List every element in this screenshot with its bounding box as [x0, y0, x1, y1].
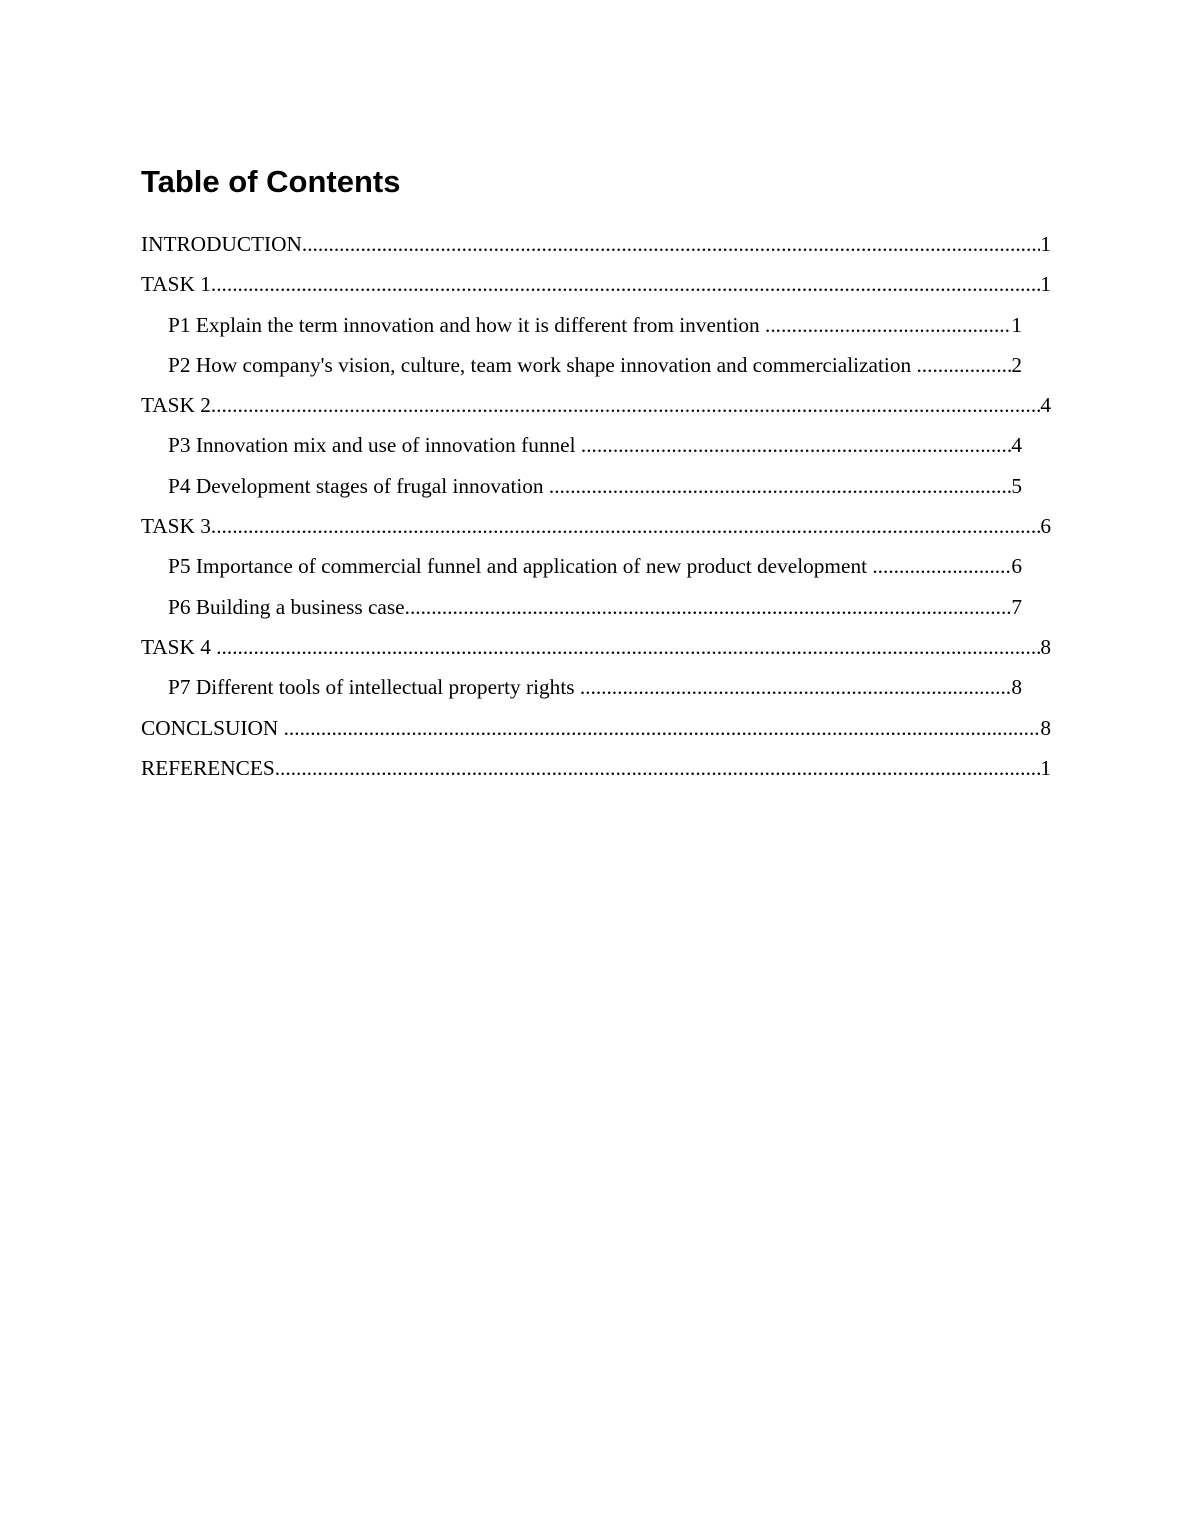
dot-leader	[549, 466, 1011, 506]
toc-entry-task-1[interactable]	[141, 264, 1051, 304]
toc-entry-text: TASK 4	[141, 634, 217, 659]
toc-entry-text: P5 Importance of commercial funnel and application of new product development	[168, 554, 873, 579]
dot-leader	[580, 667, 1011, 707]
toc-page-number: 4	[1040, 393, 1051, 418]
toc-page-number: 6	[1040, 514, 1051, 539]
toc-entry-p5[interactable]	[141, 546, 1022, 586]
dot-leader	[916, 345, 1011, 385]
toc-page-number: 4	[1011, 433, 1022, 458]
toc-entry-text: TASK 1	[141, 272, 211, 297]
toc-page-number: 1	[1040, 755, 1051, 780]
toc-page-number: 1	[1011, 312, 1022, 337]
toc-page-number: 1	[1040, 272, 1051, 297]
dot-leader	[872, 546, 1011, 586]
toc-entry-task-3[interactable]	[141, 506, 1051, 546]
dot-leader	[275, 748, 1041, 788]
toc-entry-references[interactable]	[141, 748, 1051, 788]
toc-page-number: 6	[1011, 554, 1022, 579]
toc-entry-text: P3 Innovation mix and use of innovation funnel	[168, 433, 581, 458]
toc-entry-p3[interactable]	[141, 425, 1022, 465]
toc-entry-text: TASK 2	[141, 393, 211, 418]
toc-entry-text: P6 Building a business case	[168, 594, 405, 619]
toc-entry-text: TASK 3	[141, 514, 211, 539]
toc-entry-text: P2 How company's vision, culture, team work shape innovation and commercialization	[168, 352, 917, 377]
toc-page-number: 2	[1011, 352, 1022, 377]
toc-page-number: 8	[1040, 715, 1051, 740]
dot-leader	[211, 264, 1040, 304]
toc-page-number: 8	[1040, 634, 1051, 659]
toc-entry-p1[interactable]	[141, 305, 1022, 345]
toc-entry-p2[interactable]	[141, 345, 1022, 385]
toc-entry-text: CONCLSUION	[141, 715, 284, 740]
dot-leader	[581, 425, 1011, 465]
toc-page-number: 8	[1011, 675, 1022, 700]
toc-entry-p6[interactable]	[141, 587, 1022, 627]
toc-entry-text: INTRODUCTION	[141, 232, 302, 256]
toc-list	[141, 224, 1051, 788]
toc-entry-text: P4 Development stages of frugal innovation	[168, 473, 549, 498]
toc-entry-introduction[interactable]	[141, 224, 1051, 264]
toc-entry-conclusion[interactable]	[141, 708, 1051, 748]
dot-leader	[302, 224, 1040, 264]
dot-leader	[284, 708, 1041, 748]
dot-leader	[765, 305, 1011, 345]
toc-entry-text: P7 Different tools of intellectual property rights	[168, 675, 580, 700]
toc-entry-task-2[interactable]	[141, 385, 1051, 425]
dot-leader	[405, 587, 1012, 627]
toc-page-number: 1	[1040, 232, 1051, 256]
dot-leader	[211, 506, 1040, 546]
toc-title: Table of Contents	[141, 164, 401, 199]
toc-entry-p4[interactable]	[141, 466, 1022, 506]
toc-page-number: 7	[1011, 594, 1022, 619]
toc-entry-p7[interactable]	[141, 667, 1022, 707]
toc-entry-task-4[interactable]	[141, 627, 1051, 667]
dot-leader	[216, 627, 1040, 667]
toc-entry-text: P1 Explain the term innovation and how it is different from invention	[168, 312, 765, 337]
dot-leader	[211, 385, 1040, 425]
toc-page-number: 5	[1011, 473, 1022, 498]
toc-entry-text: REFERENCES	[141, 755, 275, 780]
